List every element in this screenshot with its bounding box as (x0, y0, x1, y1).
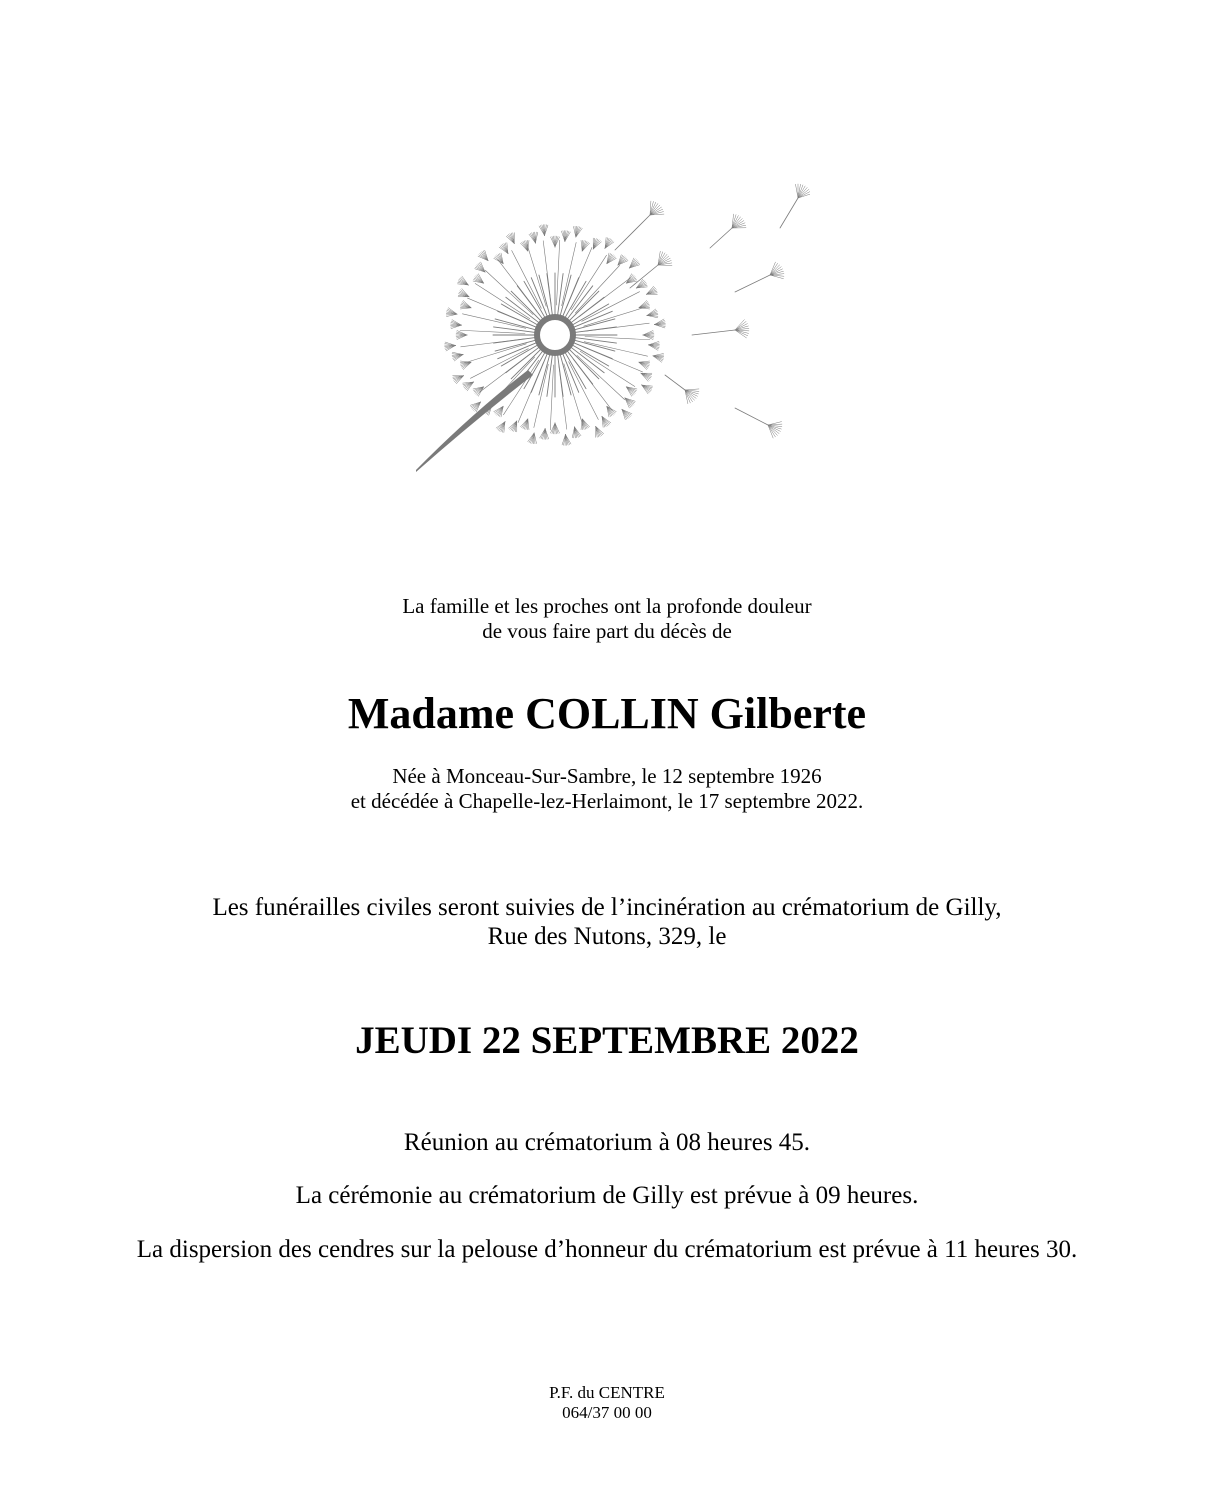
meeting-time: Réunion au crématorium à 08 heures 45. (403, 1129, 811, 1156)
funeral-line-2: Rue des Nutons, 329, le (487, 923, 727, 950)
dispersion-time: La dispersion des cendres sur la pelouse d’honneur du crématorium est prévue à 11 heures 30. (136, 1236, 1078, 1263)
ceremony-time: La cérémonie au crématorium de Gilly est prévue à 09 heures. (295, 1182, 919, 1209)
death-line: et décédée à Chapelle-lez-Herlaimont, le 17 septembre 2022. (350, 789, 864, 813)
deceased-name: Madame COLLIN Gilberte (347, 689, 867, 738)
dandelion-illustration (410, 180, 810, 480)
funeral-line-1: Les funérailles civiles seront suivies de l’incinération au crématorium de Gilly, (212, 894, 1002, 921)
birth-line: Née à Monceau-Sur-Sambre, le 12 septembre 1926 (392, 764, 822, 788)
intro-line-1: La famille et les proches ont la profonde douleur (402, 594, 812, 618)
dandelion-icon (410, 180, 810, 480)
funeral-home-name: P.F. du CENTRE (549, 1383, 665, 1402)
funeral-home-phone: 064/37 00 00 (562, 1403, 652, 1422)
funeral-date: JEUDI 22 SEPTEMBRE 2022 (355, 1019, 859, 1062)
intro-line-2: de vous faire part du décès de (482, 619, 732, 643)
